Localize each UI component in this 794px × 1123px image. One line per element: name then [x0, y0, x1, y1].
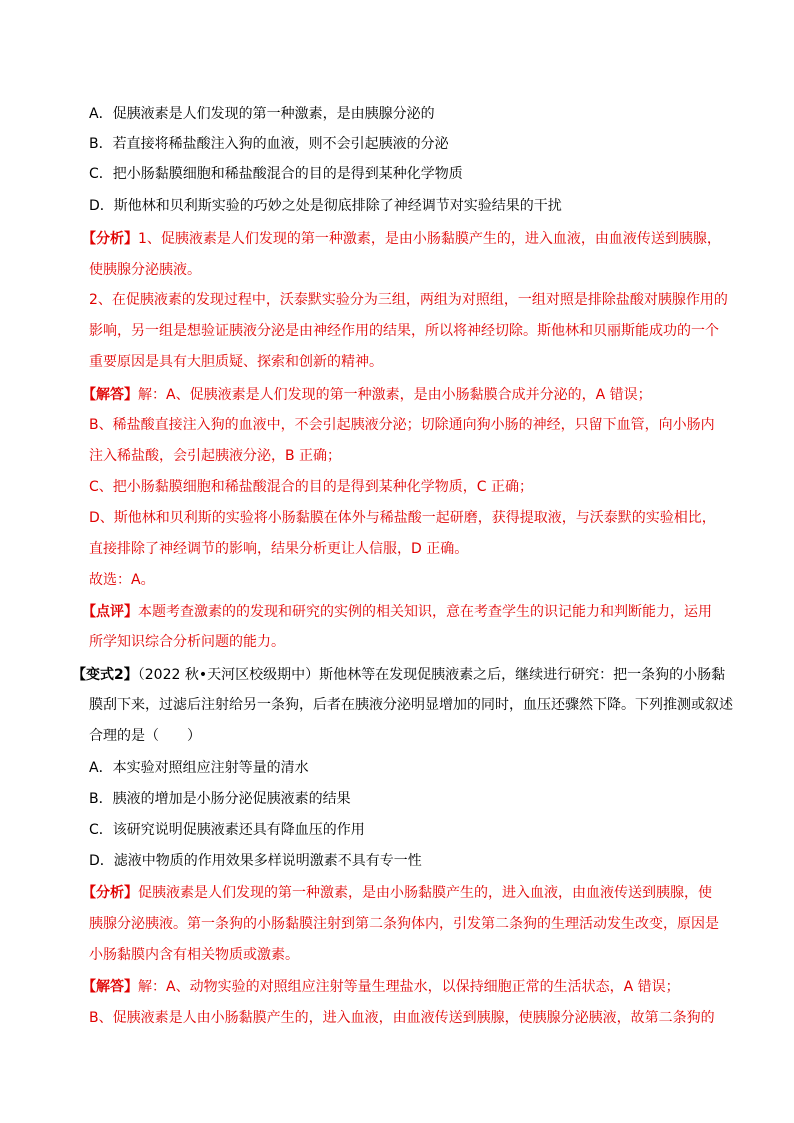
q2-analysis-line: 促胰液素是人们发现的第一种激素，是由小肠黏膜产生的，进入血液，由血液传送到胰腺，使	[138, 885, 712, 901]
q2-option-d: D．滤液中物质的作用效果多样说明激素不具有专一性	[89, 853, 422, 869]
q2-answer	[82, 977, 680, 997]
q2-analysis-line: 胰腺分泌胰液。第一条狗的小肠黏膜注射到第二条狗体内，引发第二条狗的生理活动发生改变，原因是	[89, 916, 719, 932]
q1-choice: 故选：A。	[89, 572, 155, 588]
q2-option-b: B．胰液的增加是小肠分泌促胰液素的结果	[89, 791, 351, 807]
q1-answer	[82, 385, 652, 405]
q1-analysis-line: 使胰腺分泌胰液。	[89, 262, 201, 278]
q1-answer-line: 解：A、促胰液素是人们发现的第一种激素，是由小肠黏膜合成并分泌的，A 错误；	[138, 387, 652, 403]
q1-comment	[82, 602, 712, 622]
q1-option-b: B．若直接将稀盐酸注入狗的血液，则不会引起胰液的分泌	[89, 136, 449, 152]
q1-answer-line: D、斯他林和贝利斯的实验将小肠黏膜在体外与稀盐酸一起研磨，获得提取液，与沃泰默的实验相比，	[89, 510, 716, 526]
q1-answer-line: C、把小肠黏膜细胞和稀盐酸混合的目的是得到某种化学物质，C 正确；	[89, 479, 533, 495]
q2-answer-line: B、促胰液素是人由小肠黏膜产生的，进入血液，由血液传送到胰腺，使胰腺分泌胰液，故第二条狗的	[89, 1010, 715, 1026]
q1-analysis	[82, 229, 721, 249]
q1-analysis-line: 影响，另一组是想验证胰液分泌是由神经作用的结果，所以将神经切除。斯他林和贝丽斯能成功的一个	[89, 323, 719, 339]
q1-answer-line: B、稀盐酸直接注入狗的血液中，不会引起胰液分泌；切除通向狗小肠的神经，只留下血管，向小肠内	[89, 417, 715, 433]
q1-analysis-line: 重要原因是具有大胆质疑、探索和创新的精神。	[89, 354, 383, 370]
q2-option-a: A．本实验对照组应注射等量的清水	[89, 760, 309, 776]
q1-answer-tag: 【解答】	[82, 387, 138, 403]
q2-answer-line: 解：A、动物实验的对照组应注射等量生理盐水，以保持细胞正常的生活状态，A 错误；	[138, 979, 680, 995]
q1-analysis-line: 1、促胰液素是人们发现的第一种激素，是由小肠黏膜产生的，进入血液，由血液传送到胰腺，	[138, 231, 721, 247]
q2-stem-line: 合理的是（ ）	[89, 728, 201, 744]
q1-comment-line: 本题考查激素的的发现和研究的实例的相关知识，意在考查学生的识记能力和判断能力，运用	[138, 604, 712, 620]
q2-analysis	[82, 883, 712, 903]
q1-comment-tag: 【点评】	[82, 604, 138, 620]
q2-stem-line: 膜刮下来，过滤后注射给另一条狗，后者在胰液分泌明显增加的同时，血压还骤然下降。下列推测或叙述	[89, 697, 733, 713]
q2-answer-tag: 【解答】	[82, 979, 138, 995]
q2-stem	[72, 665, 725, 685]
q2-tag: 【变式2】	[72, 667, 138, 683]
q1-option-a: A．促胰液素是人们发现的第一种激素，是由胰腺分泌的	[89, 106, 435, 122]
q1-answer-line: 直接排除了神经调节的影响，结果分析更让人信服，D 正确。	[89, 541, 469, 557]
q2-analysis-tag: 【分析】	[82, 885, 138, 901]
q2-stem-line: （2022 秋•天河区校级期中）斯他林等在发现促胰液素之后，继续进行研究：把一条狗的小肠黏	[137, 667, 726, 683]
q2-analysis-line: 小肠黏膜内含有相关物质或激素。	[89, 947, 299, 963]
q1-answer-line: 注入稀盐酸，会引起胰液分泌，B 正确；	[89, 448, 342, 464]
q1-analysis-line: 2、在促胰液素的发现过程中，沃泰默实验分为三组，两组为对照组，一组对照是排除盐酸对胰腺作用的	[89, 292, 728, 308]
q1-option-d: D．斯他林和贝利斯实验的巧妙之处是彻底排除了神经调节对实验结果的干扰	[89, 198, 562, 214]
q2-option-c: C．该研究说明促胰液素还具有降血压的作用	[89, 822, 365, 838]
q1-option-c: C．把小肠黏膜细胞和稀盐酸混合的目的是得到某种化学物质	[89, 166, 463, 182]
q1-analysis-tag: 【分析】	[82, 231, 138, 247]
q1-comment-line: 所学知识综合分析问题的能力。	[89, 634, 285, 650]
